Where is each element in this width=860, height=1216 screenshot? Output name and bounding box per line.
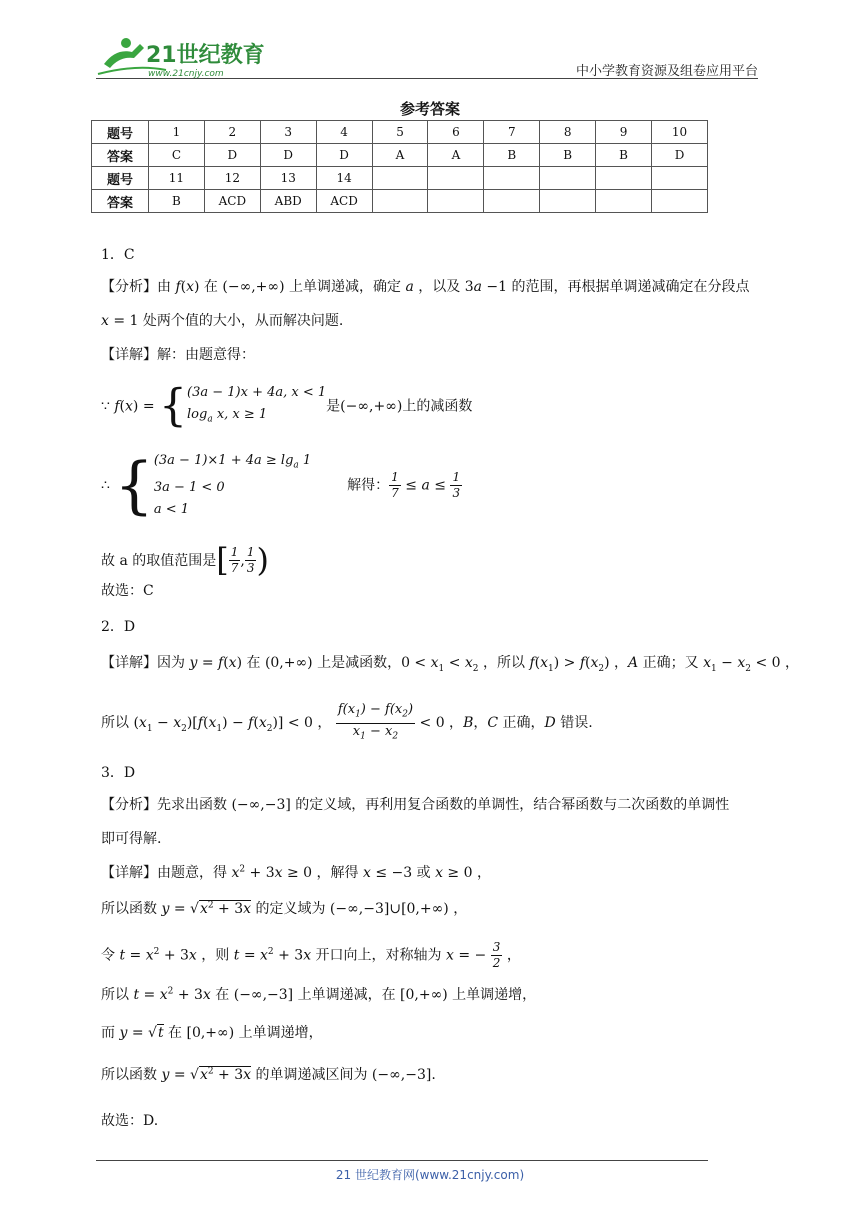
table-cell bbox=[596, 167, 652, 190]
table-cell bbox=[372, 167, 428, 190]
q1-choose: 故选：C bbox=[101, 583, 154, 599]
q1-analysis: 【分析】由 f(x) 在 (−∞,+∞) 上单调递减，确定 a ，以及 3a −1 的范围，再根据单调递减确定在分段点 bbox=[101, 279, 750, 295]
q2-detail-cont: 所以 $(x_1 - x_2)[f(x_1) - f(x_2)] < 0$ ， $\frac{f(x_1) - f(x_2)}{x_1 - x_2}$ < 0 ，B，C 正确，D 错误. bbox=[101, 702, 593, 742]
answer-key-table bbox=[91, 120, 708, 213]
table-cell: ACD bbox=[316, 190, 372, 213]
q3-analysis-cont: 即可得解. bbox=[101, 831, 162, 847]
table-row bbox=[92, 167, 708, 190]
table-cell bbox=[484, 190, 540, 213]
table-cell: B bbox=[596, 144, 652, 167]
q3-conclusion: 所以函数 $y = √x^2 + 3x$ 的单调递减区间为 (−∞,−3]. bbox=[101, 1066, 436, 1083]
table-cell: B bbox=[149, 190, 205, 213]
table-cell bbox=[428, 167, 484, 190]
q3-domain: 所以函数 $y = √x^2 + 3x$ 的定义域为 (−∞,−3]∪[0,+∞) ， bbox=[101, 900, 468, 917]
row-label: 题号 bbox=[92, 121, 149, 144]
table-cell: D bbox=[260, 144, 316, 167]
table-cell: ABD bbox=[260, 190, 316, 213]
row-label: 答案 bbox=[92, 144, 149, 167]
table-cell: 12 bbox=[204, 167, 260, 190]
table-cell bbox=[540, 190, 596, 213]
q3-sqrt: 而 y = √t 在 [0,+∞) 上单调递增， bbox=[101, 1025, 323, 1041]
table-cell: 9 bbox=[596, 121, 652, 144]
table-cell: 14 bbox=[316, 167, 372, 190]
table-cell bbox=[596, 190, 652, 213]
logo-text: 21世纪教育 bbox=[146, 43, 265, 68]
table-cell: D bbox=[316, 144, 372, 167]
table-cell bbox=[484, 167, 540, 190]
table-cell: B bbox=[540, 144, 596, 167]
q1-piecewise: ∵ f(x) = {(3a − 1)x + 4a, x < 1 $\log_a x$, x ≥ 1是(−∞,+∞)上的减函数 bbox=[101, 380, 473, 432]
q3-substitute: 令 $t = x^2 + 3x$ ，则 $t = x^2 + 3x$ 开口向上，对称轴为 x = − $\frac{3}{2}$ ， bbox=[101, 940, 521, 970]
q3-monotonic: 所以 $t = x^2 + 3x$ 在 (−∞,−3] 上单调递减，在 [0,+∞) 上单调递增， bbox=[101, 986, 537, 1003]
table-cell: 1 bbox=[149, 121, 205, 144]
q1-detail: 【详解】解：由题意得： bbox=[101, 347, 255, 363]
table-cell: 6 bbox=[428, 121, 484, 144]
platform-name: 中小学教育资源及组卷应用平台 bbox=[575, 64, 758, 79]
q1-heading: 1．C bbox=[101, 247, 135, 263]
q3-heading: 3．D bbox=[101, 765, 136, 781]
table-cell bbox=[652, 190, 708, 213]
table-cell: 3 bbox=[260, 121, 316, 144]
q1-analysis-cont: x = 1 处两个值的大小，从而解决问题. bbox=[101, 313, 344, 329]
q2-detail: 【详解】因为 y = f(x) 在 (0,+∞) 上是减函数，$0 < x_1 < x_2$ ，所以 $f(x_1) > f(x_2)$ ，A 正确；又 $x_1 - x_2 < 0$ ， bbox=[101, 655, 799, 674]
table-cell: 2 bbox=[204, 121, 260, 144]
table-cell bbox=[540, 167, 596, 190]
answer-key-title: 参考答案 bbox=[399, 100, 460, 118]
page-header bbox=[96, 34, 758, 80]
table-cell bbox=[372, 190, 428, 213]
table-row bbox=[92, 121, 708, 144]
table-cell: 10 bbox=[652, 121, 708, 144]
table-row bbox=[92, 144, 708, 167]
table-cell bbox=[428, 190, 484, 213]
header-divider bbox=[96, 78, 758, 79]
table-cell: A bbox=[428, 144, 484, 167]
table-cell: 13 bbox=[260, 167, 316, 190]
table-cell: C bbox=[149, 144, 205, 167]
footer-divider bbox=[96, 1160, 708, 1161]
table-cell: ACD bbox=[204, 190, 260, 213]
table-cell: 5 bbox=[372, 121, 428, 144]
table-cell: 4 bbox=[316, 121, 372, 144]
table-cell bbox=[652, 167, 708, 190]
table-cell: D bbox=[204, 144, 260, 167]
row-label: 答案 bbox=[92, 190, 149, 213]
table-cell: A bbox=[372, 144, 428, 167]
q3-detail: 【详解】由题意，得 $x^2 + 3x \ge 0$ ，解得 x ≤ −3 或 x ≥ 0 ， bbox=[101, 864, 491, 881]
q2-heading: 2．D bbox=[101, 619, 136, 635]
table-cell: D bbox=[652, 144, 708, 167]
site-logo bbox=[96, 34, 276, 80]
row-label: 题号 bbox=[92, 167, 149, 190]
table-cell: B bbox=[484, 144, 540, 167]
table-cell: 11 bbox=[149, 167, 205, 190]
q3-analysis: 【分析】先求出函数 (−∞,−3] 的定义域，再利用复合函数的单调性，结合幂函数与二次函数的单调性 bbox=[101, 797, 730, 813]
footer-link[interactable]: 21 世纪教育网(www.21cnjy.com) bbox=[335, 1168, 525, 1182]
q1-system: ∴ {$(3a - 1)\times 1 + 4a \ge \lg_a 1$ 3a − 1 < 0 a < 1解得： $\frac{1}{7}$ ≤ a ≤ $\frac{1}{3}$ bbox=[101, 448, 461, 522]
table-cell: 7 bbox=[484, 121, 540, 144]
table-cell: 8 bbox=[540, 121, 596, 144]
logo-url: www.21cnjy.com bbox=[148, 69, 224, 79]
table-row bbox=[92, 190, 708, 213]
q1-range: 故 a 的取值范围是[ $\frac{1}{7}$ , $\frac{1}{3}$ ) bbox=[101, 541, 269, 579]
q3-choose: 故选：D. bbox=[101, 1113, 159, 1129]
